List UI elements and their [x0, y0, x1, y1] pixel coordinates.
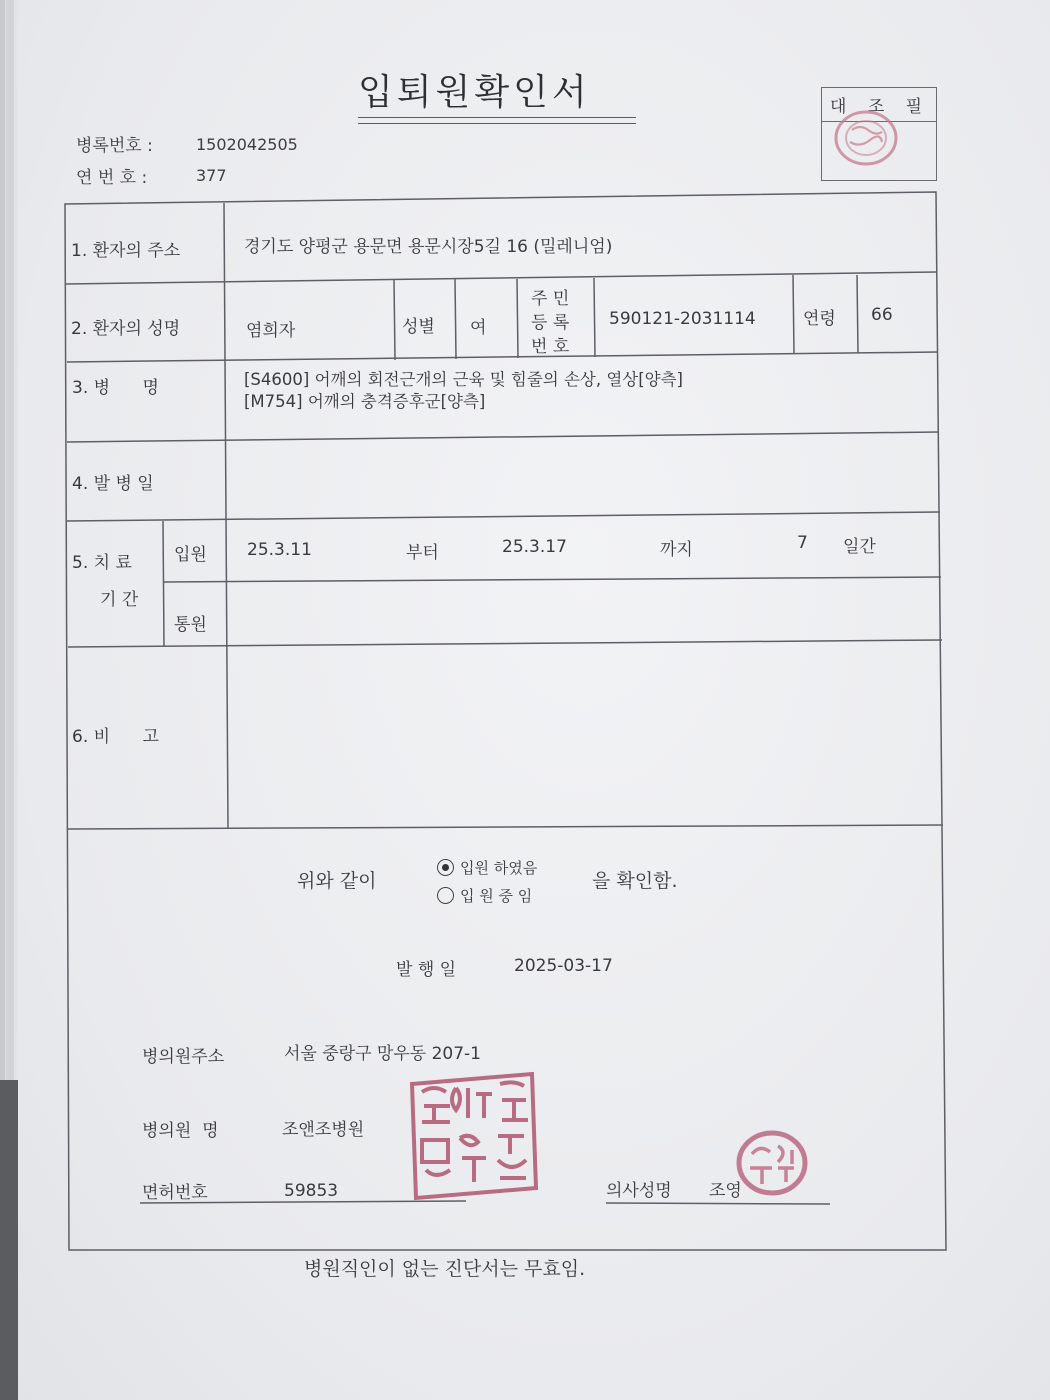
radio-inpatient — [437, 887, 454, 904]
issue-date-label: 발 행 일 — [396, 960, 457, 980]
verify-box-label: 대 조 필 — [822, 88, 936, 122]
hospital-seal-icon — [406, 1070, 540, 1202]
from-date: 25.3.11 — [247, 540, 312, 560]
to-date: 25.3.17 — [502, 537, 567, 557]
doctor-name: 조영 — [709, 1181, 742, 1201]
hospital-address-label: 병의원주소 — [142, 1047, 225, 1067]
period-label: 5. 치 료 — [72, 553, 132, 573]
rrn-label-line: 주 민 — [531, 289, 570, 309]
footer-notice: 병원직인이 없는 진단서는 무효임. — [304, 1258, 586, 1280]
patient-name: 염희자 — [246, 321, 296, 341]
record-no-label: 병록번호 : — [76, 136, 153, 156]
patient-sex: 여 — [470, 318, 487, 338]
sex-label: 성별 — [402, 317, 435, 337]
from-label: 부터 — [406, 543, 439, 563]
confirm-suffix: 을 확인함. — [592, 870, 678, 892]
diagnosis-2: [M754] 어깨의 충격증후군[양측] — [244, 392, 486, 411]
option-inpatient: 입 원 중 임 — [460, 887, 533, 905]
record-no: 1502042505 — [196, 135, 298, 154]
remarks-label: 6. 비 고 — [72, 727, 159, 747]
radio-admitted — [437, 859, 454, 876]
rrn-label — [531, 287, 569, 359]
age-label: 연령 — [803, 309, 836, 329]
period-label-2: 기 간 — [100, 590, 139, 610]
address-label: 1. 환자의 주소 — [71, 241, 181, 261]
days-label: 일간 — [843, 537, 876, 557]
serial-no: 377 — [196, 166, 227, 185]
inpatient-label: 입원 — [174, 545, 207, 565]
issue-date: 2025-03-17 — [514, 956, 613, 976]
doctor-seal-icon — [734, 1128, 812, 1198]
license-label: 면허번호 — [142, 1183, 208, 1203]
serial-no-label: 연 번 호 : — [76, 168, 148, 188]
diagnosis-label: 3. 병 명 — [72, 378, 159, 398]
outpatient-label: 통원 — [174, 615, 207, 635]
hospital-address: 서울 중랑구 망우동 207-1 — [284, 1044, 481, 1064]
patient-address: 경기도 양평군 용문면 용문시장5길 16 (밀레니엄) — [244, 237, 613, 257]
hospital-name: 조앤조병원 — [282, 1120, 365, 1140]
option-admitted: 입원 하였음 — [460, 859, 538, 877]
license-number: 59853 — [284, 1181, 339, 1201]
days-count: 7 — [797, 533, 808, 553]
rrn-label-line: 번 호 — [531, 337, 570, 357]
to-label: 까지 — [660, 540, 693, 560]
patient-rrn: 590121-2031114 — [609, 309, 756, 329]
confirm-prefix: 위와 같이 — [297, 870, 377, 892]
patient-age: 66 — [871, 305, 893, 325]
hospital-name-label: 병의원 명 — [142, 1121, 219, 1141]
doctor-label: 의사성명 — [606, 1181, 672, 1201]
document-title: 입퇴원확인서 — [358, 72, 591, 113]
name-label: 2. 환자의 성명 — [71, 319, 181, 339]
rrn-label-line: 등 록 — [531, 313, 570, 333]
onset-label: 4. 발 병 일 — [72, 474, 154, 494]
diagnosis-1: [S4600] 어깨의 회전근개의 근육 및 힘줄의 손상, 열상[양측] — [244, 370, 683, 389]
